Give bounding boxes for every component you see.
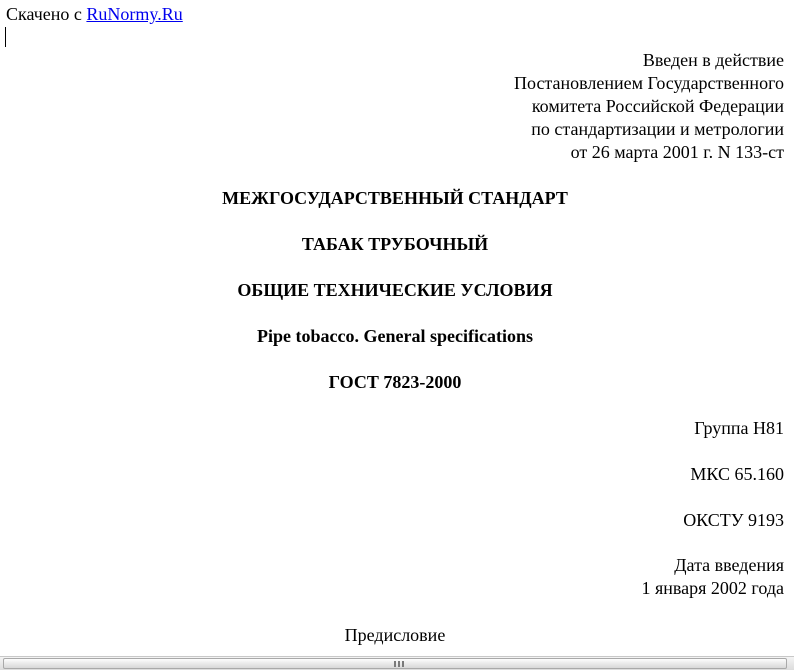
document-subtitle: ОБЩИЕ ТЕХНИЧЕСКИЕ УСЛОВИЯ (237, 280, 553, 300)
enactment-line: от 26 марта 2001 г. N 133-ст (570, 142, 784, 162)
source-prefix: Скачено с (6, 4, 87, 24)
mks-label: МКС 65.160 (690, 464, 784, 484)
english-title: Pipe tobacco. General specifications (257, 326, 533, 346)
foreword-heading: Предисловие (344, 625, 446, 645)
enactment-block (514, 49, 784, 164)
enactment-line: Введен в действие (642, 50, 784, 70)
enactment-line: по стандартизации и метрологии (531, 119, 784, 139)
enactment-line: Постановлением Государственного (514, 73, 784, 93)
source-link[interactable]: RuNormy.Ru (86, 4, 183, 24)
effective-date-block (641, 554, 784, 600)
effective-date-label: Дата введения (674, 555, 784, 575)
scrollbar-thumb[interactable] (3, 658, 787, 669)
grip-icon (394, 661, 404, 667)
text-caret (5, 27, 6, 47)
group-label: Группа Н81 (694, 418, 784, 438)
document-title: ТАБАК ТРУБОЧНЫЙ (301, 234, 489, 254)
okstu-label: ОКСТУ 9193 (683, 510, 784, 530)
enactment-line: комитета Российской Федерации (531, 96, 784, 116)
horizontal-scrollbar[interactable] (0, 656, 794, 670)
effective-date-value: 1 января 2002 года (641, 578, 784, 598)
source-line (6, 4, 183, 24)
standard-code: ГОСТ 7823-2000 (328, 372, 462, 392)
standard-type-heading: МЕЖГОСУДАРСТВЕННЫЙ СТАНДАРТ (222, 188, 568, 208)
